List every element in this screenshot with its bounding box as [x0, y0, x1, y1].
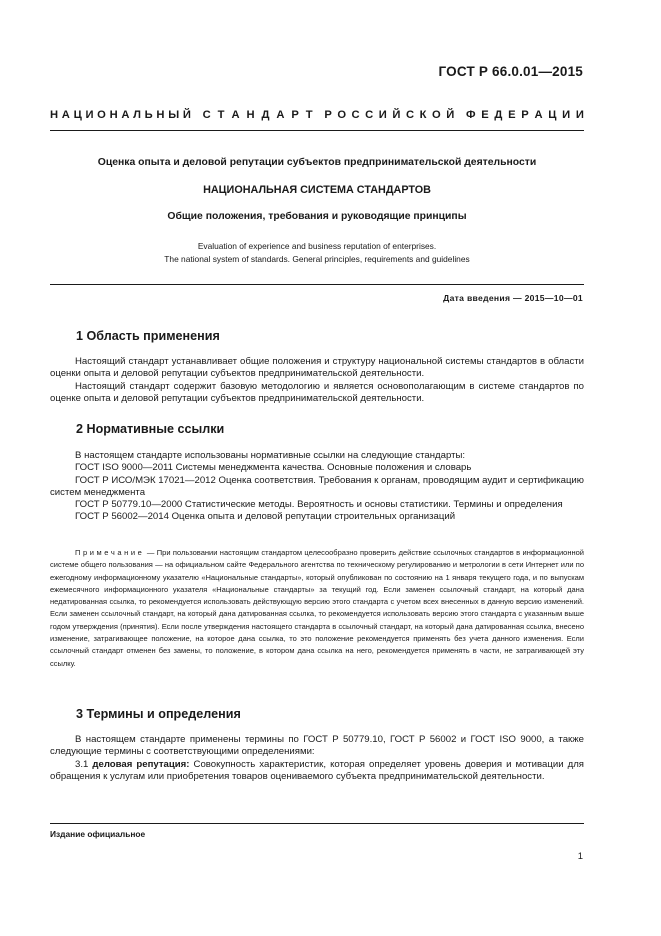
title-ru-main: Оценка опыта и деловой репутации субъектов предпринимательской деятельности	[97, 157, 537, 168]
term-name: деловая репутация:	[92, 758, 190, 770]
heading-word: Р О С С И Й С К О Й	[324, 109, 455, 121]
national-standard-heading	[50, 109, 584, 121]
paragraph: В настоящем стандарте использованы нормативные ссылки на следующие стандарты:	[75, 450, 466, 461]
reference-item: ГОСТ ISO 9000—2011 Системы менеджмента качества. Основные положения и словарь	[75, 462, 472, 474]
section-2-body	[50, 450, 584, 524]
section-3-body	[50, 734, 584, 783]
title-en-line-2: The national system of standards. General principles, requirements and guidelines	[164, 254, 470, 264]
reference-item: ГОСТ Р 50779.10—2000 Статистические методы. Вероятность и основы статистики. Термины и определения	[75, 499, 563, 511]
heading-word: С Т А Н Д А Р Т	[202, 109, 313, 121]
paragraph: В настоящем стандарте применены термины по ГОСТ Р 50779.10, ГОСТ Р 56002 и ГОСТ ISO 9000, а также следующие термины с соответствующими определениями:	[50, 734, 584, 758]
term-number: 3.1	[75, 758, 89, 770]
gost-number: ГОСТ Р 66.0.01—2015	[438, 64, 583, 79]
section-1-title: 1 Область применения	[76, 329, 220, 343]
heading-word: Ф Е Д Е Р А Ц И И	[465, 109, 584, 121]
section-3-title: 3 Термины и определения	[76, 707, 241, 721]
section-1-body	[50, 356, 584, 405]
term-text: Совокупность характеристик, которая определяет уровень доверия и мотивации для обращения к услугам или приобретения товаров оцениваемого субъекта предпринимательской деятельности.	[50, 758, 584, 782]
paragraph: Настоящий стандарт содержит базовую методологию и является основополагающим в системе стандартов по оценке опыта и деловой репутации субъектов предпринимательской деятельности.	[50, 380, 584, 404]
title-ru-system: НАЦИОНАЛЬНАЯ СИСТЕМА СТАНДАРТОВ	[203, 184, 431, 196]
heading-word: Н А Ц И О Н А Л Ь Н Ы Й	[50, 109, 191, 121]
title-en-line-1: Evaluation of experience and business reputation of enterprises.	[197, 241, 437, 251]
introduction-date: Дата введения — 2015—10—01	[443, 293, 583, 303]
section-2-title: 2 Нормативные ссылки	[76, 422, 225, 436]
note-label: Примечание	[75, 548, 145, 557]
middle-rule	[50, 284, 584, 285]
term-definition	[50, 759, 584, 784]
bottom-rule	[50, 823, 584, 824]
reference-item: ГОСТ Р 56002—2014 Оценка опыта и деловой репутации строительных организаций	[75, 511, 456, 523]
note-text: — При пользовании настоящим стандартом целесообразно проверить действие ссылочных стандартов в информационной системе общего пользования — на официальном сайте Федерального агентства по техническому регулированию и метрологии в сети Интернет или по ежегодному информационному указателю «Национальные стандарты», который опубликован по состоянию на 1 января текущего года, и по выпускам ежемесячного информационного указателя «Национальные стандарты» за текущий год. Если заменен ссылочный стандарт, на который дана недатированная ссылка, то рекомендуется использовать действующую версию этого стандарта с учетом всех внесенных в данную версию изменений. Если заменен ссылочный стандарт, на который дана датированная ссылка, то рекомендуется использовать версию этого стандарта с указанным выше годом утверждения (принятия). Если после утверждения настоящего стандарта в ссылочный стандарт, на который дана датированная ссылка, внесено изменение, затрагивающее положение, на которое дана ссылка, то это положение рекомендуется применять без учета данного изменения. Если ссылочный стандарт отменен без замены, то положение, в котором дана ссылка на него, рекомендуется применять в части, не затрагивающей эту ссылку.	[50, 548, 584, 668]
page-number: 1	[577, 851, 583, 862]
top-rule	[50, 130, 584, 131]
reference-item: ГОСТ Р ИСО/МЭК 17021—2012 Оценка соответствия. Требования к органам, проводящим аудит и сертификацию систем менеджмента	[50, 474, 584, 498]
paragraph: Настоящий стандарт устанавливает общие положения и структуру национальной системы стандартов в области оценки опыта и деловой репутации субъектов предпринимательской деятельности.	[50, 356, 584, 380]
note-block	[50, 547, 584, 670]
edition-label: Издание официальное	[50, 829, 146, 839]
title-ru-principles: Общие положения, требования и руководящие принципы	[167, 211, 467, 222]
